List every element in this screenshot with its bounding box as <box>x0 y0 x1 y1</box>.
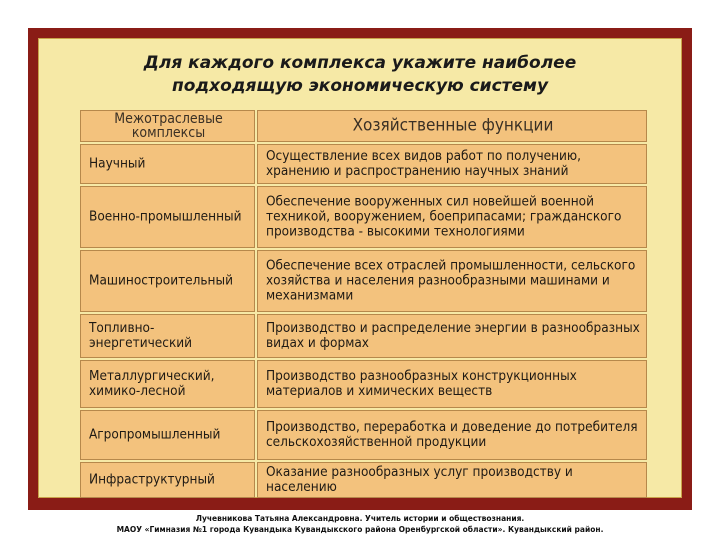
function-cell <box>257 144 647 184</box>
complex-cell <box>80 186 255 248</box>
function-cell <box>257 186 647 248</box>
table-row <box>80 144 647 184</box>
table-header-row <box>80 110 647 142</box>
header-cell-functions <box>257 110 647 142</box>
complex-name: Инфраструктурный <box>89 471 215 488</box>
slide-title-line-1: Для каждого комплекса укажите наиболее <box>143 53 577 73</box>
table-row <box>80 186 647 248</box>
header-cell-complexes <box>80 110 255 142</box>
footer-author-line: Лучевникова Татьяна Александровна. Учитель истории и обществознания. <box>195 514 525 523</box>
slide-title <box>38 52 682 98</box>
function-text: Осуществление всех видов работ по получению, хранению и распространению научных знаний <box>266 148 582 179</box>
complex-cell <box>80 250 255 312</box>
complex-name: Научный <box>89 155 146 172</box>
complex-cell <box>80 360 255 408</box>
footer-school-line: МАОУ «Гимназия №1 города Кувандыка Кувандыкского района Оренбургской области». Кувандыкский район. <box>116 525 604 534</box>
table-row <box>80 314 647 358</box>
header-complexes-label: Межотраслевые комплексы <box>114 111 223 141</box>
table-row <box>80 250 647 312</box>
complex-name: Машиностроительный <box>89 272 233 289</box>
complex-cell <box>80 410 255 460</box>
function-cell <box>257 462 647 498</box>
author-footer <box>0 513 720 535</box>
function-cell <box>257 410 647 460</box>
table-row <box>80 410 647 460</box>
function-text: Обеспечение всех отраслей промышленности, сельского хозяйства и населения разнообразными машинами и механизмами <box>266 257 636 304</box>
complex-cell <box>80 144 255 184</box>
complex-cell <box>80 314 255 358</box>
function-text: Производство и распределение энергии в разнообразных видах и формах <box>266 320 640 351</box>
function-text: Производство, переработка и доведение до потребителя сельскохозяйственной продукции <box>266 419 638 450</box>
header-functions-label: Хозяйственные функции <box>352 115 554 136</box>
complex-name: Агропромышленный <box>89 426 221 443</box>
table-row <box>80 360 647 408</box>
function-cell <box>257 250 647 312</box>
complex-name: Топливно-энергетический <box>89 320 193 351</box>
table-row <box>80 462 647 498</box>
complex-cell <box>80 462 255 498</box>
function-text: Оказание разнообразных услуг производству и населению <box>266 464 573 495</box>
function-text: Обеспечение вооруженных сил новейшей военной техникой, вооружением, боеприпасами; гражданского производства - высокими технологиями <box>266 193 622 240</box>
function-cell <box>257 360 647 408</box>
complex-name: Металлургический, химико-лесной <box>89 368 215 399</box>
function-cell <box>257 314 647 358</box>
function-text: Производство разнообразных конструкционных материалов и химических веществ <box>266 368 577 399</box>
complex-name: Военно-промышленный <box>89 208 242 225</box>
slide-title-line-2: подходящую экономическую систему <box>171 76 549 96</box>
